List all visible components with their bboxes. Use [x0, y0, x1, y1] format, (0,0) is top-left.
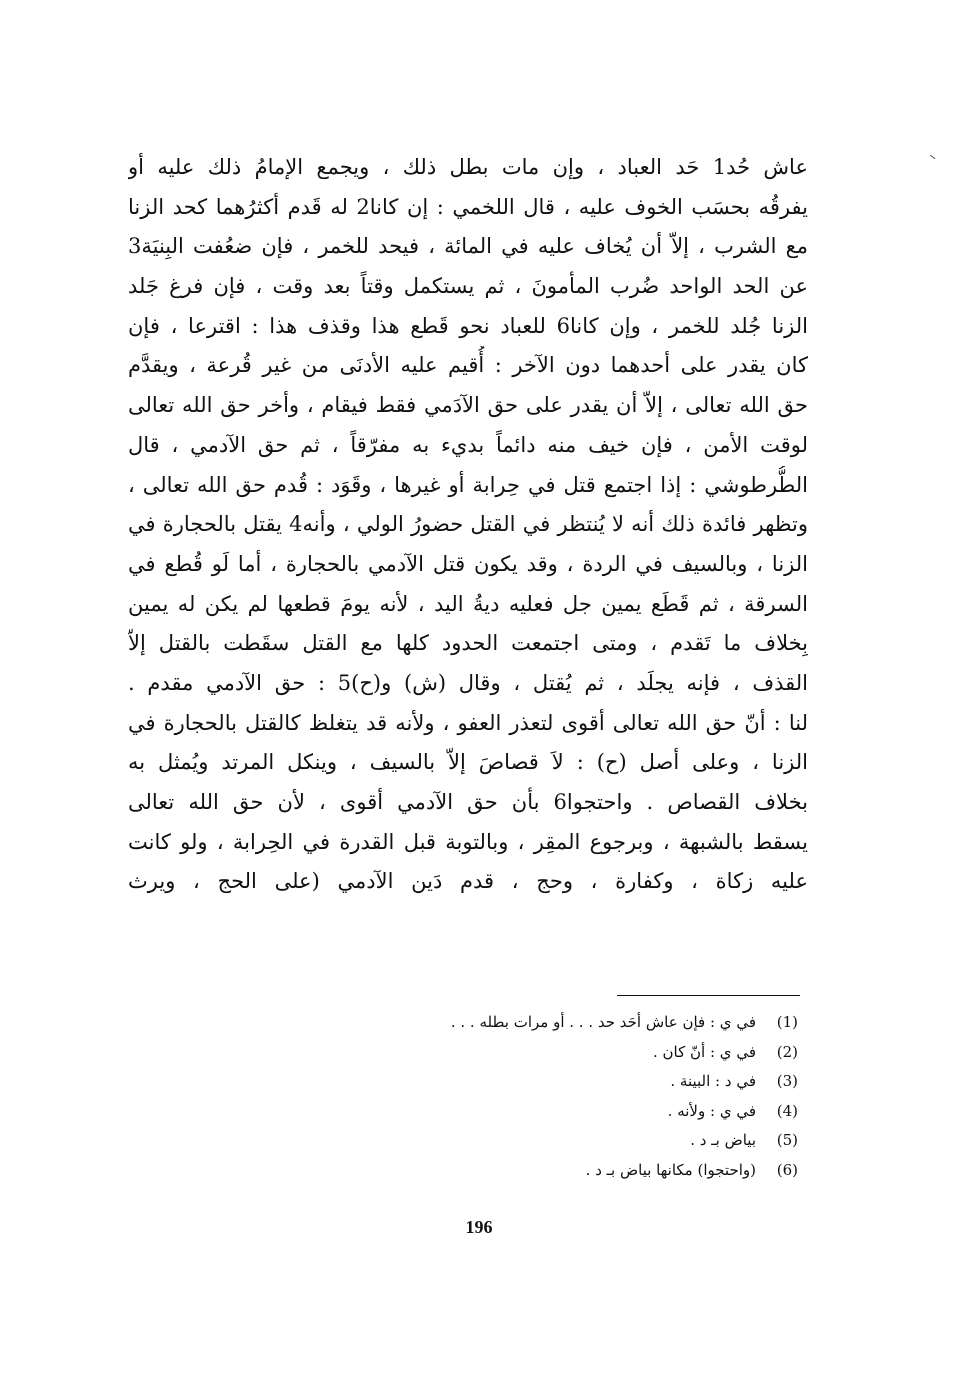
footnotes: [378, 1008, 798, 1186]
footnote-text: بياض بـ د .: [690, 1131, 756, 1150]
text-line: الزنا ، وبالسيف في الردة ، وقد يكون قتل الآدمي بالحجارة ، أما لَو قُطع في: [128, 551, 808, 576]
text-line: القذف ، فإنه يجلَد ، ثم يُقتل ، وقال (ش) و(ح)5 : حق الآدمي مقدم .: [128, 670, 808, 695]
text-line: حق الله تعالى ، إلاّ أن يقدر على حق الآدَمي فقط فيقام ، وأخر حق الله تعالى: [128, 393, 808, 418]
text-line: عليه زكاة ، وكفارة ، وحج ، قدم دَين الآدمي (على الحج ، ويرث: [128, 869, 808, 894]
footnote-number: (6): [776, 1160, 798, 1179]
text-line: كان يقدر على أحدهما دون الآخر : أُقيم عليه الأدنَى من غير قُرعة ، ويقدَّم: [128, 353, 808, 378]
body-text: [128, 148, 808, 902]
footnote: [378, 1156, 798, 1186]
text-line: الزنا جُلد للخمر ، وإن كانا6 للعباد نحو قَطع هذا وقذف هذا : اقترعا ، فإن: [128, 313, 808, 338]
footnote-number: (1): [776, 1013, 798, 1031]
footnote-text: في ي : ولأنه .: [667, 1101, 756, 1120]
margin-mark: [927, 155, 936, 164]
footnote: [378, 1126, 798, 1156]
text-line: وتظهر فائدة ذلك أنه لا يُنتظر في القتل حضورُ الولي ، وأنه4 يقتل بالحجارة في: [128, 512, 808, 537]
footnote-text: في ي : فإن عاش أحَد حد . . . أو مرات بطله . . .: [450, 1013, 756, 1031]
text-line: لنا : أنّ حق الله تعالى أقوى لتعذر العفو ، ولأنه قد يتغلظ كالقتل بالحجارة في: [128, 710, 808, 735]
text-line: يفرقُه بحسَب الخوف عليه ، قال اللخمي : إن كانا2 له قَدم أكثرُهما كحد الزنا: [128, 194, 808, 219]
footnote-number: (5): [776, 1131, 798, 1150]
text-line: الزنا ، وعلى أصل (ح) : لاَ قصاصَ إلاّ بالسيف ، وينكل المرتد ويُمثل به: [128, 750, 808, 775]
footnote-number: (4): [776, 1101, 798, 1120]
footnote-rule: [617, 995, 800, 996]
text-line: السرقة ، ثم قَطَع يمين جل فعليه ديةُ اليد ، لأنه يومَ قطعها لم يكن له يمين: [128, 591, 808, 616]
footnote-number: (2): [776, 1042, 798, 1061]
text-line: عن الحد الواحد ضُرب المأمونَ ، ثم يستكمل وقتاً بعد وقت ، فإن فرغ جَلد: [128, 274, 808, 299]
page-number: 196: [465, 1217, 493, 1237]
footnote-text: في د : البينة .: [670, 1072, 756, 1091]
footnote: [378, 1097, 798, 1127]
footnote: [378, 1067, 798, 1097]
footnote: [378, 1038, 798, 1068]
text-line: عاش حُد1 حَد العباد ، وإن مات بطل ذلك ، ويجمع الإمامُ ذلك عليه أو: [128, 155, 808, 179]
text-line: الطُّرطوشي : إذا اجتمع قتل في حِرابة أو غيرها ، وقَوَد : قُدم حق الله تعالى ،: [128, 472, 808, 497]
text-line: بخلاف القصاص . واحتجوا6 بأن حق الآدمي أقوى ، لأن حق الله تعالى: [128, 790, 808, 814]
text-line: مع الشرب ، إلاّ أن يُخاف عليه في المائة ، فيحد للخمر ، فإن ضعُفت البِنيَة3: [128, 234, 808, 259]
footnote-text: في ي : أنّ كان .: [653, 1042, 756, 1061]
footnote: [378, 1008, 798, 1038]
text-line: بِخلاف ما تَقدم ، ومتى اجتمعت الحدود كلها مع القتل سقَطت بالقتل إلاّ: [128, 631, 808, 656]
footnote-number: (3): [776, 1072, 798, 1091]
text-line: لوقت الأمن ، فإن خيف منه دائماً بديء به مفرّقاً ، ثم حق الآدمي ، قال: [128, 432, 808, 457]
text-line: يسقط بالشبهة ، وبرجوع المقِر ، وبالتوبة قبل القدرة في الحِرابة ، ولو كانت: [128, 829, 808, 854]
footnote-text: (واحتجوا) مكانها بياض بـ د .: [585, 1160, 756, 1179]
